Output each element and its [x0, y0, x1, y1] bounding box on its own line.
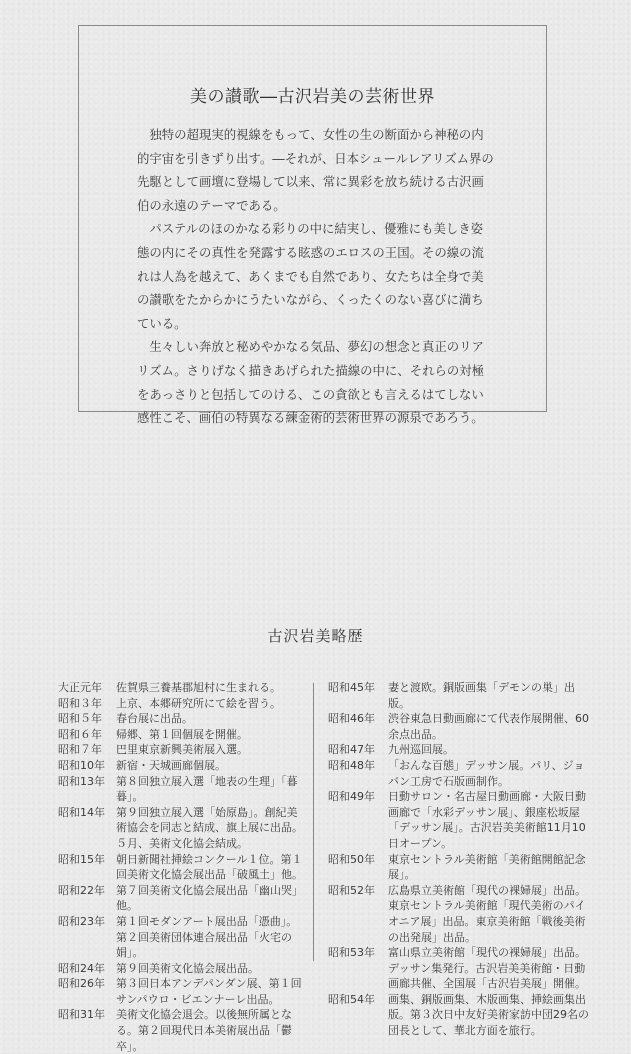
chronology-entry: [58, 805, 308, 852]
entry-text: 佐賀県三養基郡旭村に生まれる。: [116, 681, 281, 694]
entry-text: 第８回独立展入選「地表の生理」「暮暮」。: [116, 774, 298, 804]
chronology-entry: [58, 976, 308, 1007]
essay-title: 美の讃歌―古沢岩美の芸術世界: [190, 87, 435, 107]
entry-text: 第３回日本アンデパンダン展、第１回サンパウロ・ビエンナーレ出品。: [116, 977, 302, 1006]
entry-text: 日動サロン・名古屋日動画廊・大阪日動画廊で「水彩デッサン展」、銀座松坂屋「デッサン展」。古沢岩美美術館11月10日オープン。: [388, 790, 586, 850]
column-divider: [313, 683, 314, 961]
chronology-entry: [58, 914, 308, 961]
entry-year: 昭和54年: [328, 992, 375, 1006]
entry-year: 昭和52年: [328, 883, 375, 897]
entry-text: 第９回美術文化協会展出品。: [116, 961, 259, 975]
chronology-entry: [58, 742, 308, 758]
entry-text: 第７回美術文化協会展出品「幽山哭」他。: [116, 883, 303, 913]
entry-year: 昭和49年: [328, 790, 375, 804]
chronology-title: 古沢岩美略歴: [267, 627, 364, 645]
entry-text: 画集、銅版画集、木版画集、挿絵画集出版。第３次日中友好美術家訪中団29名の団長として、華北方面を旅行。: [388, 992, 589, 1038]
chronology-right-column: [328, 680, 590, 1039]
entry-text: 富山県立美術館「現代の裸婦展」出品。デッサン集発行。古沢岩美美術館・日動画廊共催、全国展「古沢岩美展」開催。: [388, 946, 586, 991]
entry-text: 巴里東京新興美術展入選。: [116, 743, 248, 757]
chronology-entry: [328, 711, 590, 742]
essay-paragraph: パステルのほのかなる彩りの中に結実し、優雅にも美しき姿態の内にその真性を発露する眩惑のエロスの王国。その線の流れは人為を越えて、あくまでも自然であり、女たちは全身で美の讃歌をたからかにうたいながら、くったくのない喜びに満ちている。: [137, 221, 484, 331]
chronology-entry: [328, 758, 590, 789]
chronology-entry: [58, 883, 308, 914]
entry-year: 昭和10年: [58, 758, 105, 772]
chronology-entry: [58, 696, 308, 712]
essay-body: [137, 123, 495, 430]
entry-text: 第１回モダンアート展出品「憑曲」。第２回美術団体連合展出品「火宅の娟」。: [116, 914, 298, 960]
entry-year: 昭和３年: [58, 696, 102, 710]
entry-year: 昭和46年: [328, 712, 375, 726]
entry-year: 昭和15年: [58, 852, 105, 866]
chronology-entry: [58, 1007, 308, 1054]
entry-year: 昭和31年: [58, 1008, 105, 1022]
chronology-left-column: [58, 680, 308, 1054]
entry-text: 第９回独立展入選「始原島」。創紀美術協会を同志と結成、旗上展に出品。５月、美術文化協会結成。: [116, 805, 303, 850]
essay-paragraph: 生々しい奔放と秘めやかなる気品、夢幻の想念と真正のリアリズム。さりげなく描きあげられた描線の中に、それらの対極をあっさりと包括してのける、この貪欲とも言えるはてしない感性こそ、画伯の特異なる練金術的芸術世界の源泉であろう。: [137, 339, 485, 426]
chronology-entry: [58, 758, 308, 774]
chronology-entry: [58, 727, 308, 743]
entry-year: 昭和45年: [328, 681, 375, 694]
entry-year: 大正元年: [58, 681, 102, 694]
chronology-entry: [328, 883, 590, 945]
entry-year: 昭和26年: [58, 977, 105, 991]
entry-year: 昭和53年: [328, 946, 375, 960]
entry-text: 東京セントラル美術館「美術館開館記念展」。: [388, 852, 586, 882]
entry-year: 昭和50年: [328, 852, 375, 866]
entry-year: 昭和５年: [58, 712, 102, 726]
entry-text: 広島県立美術館「現代の裸婦展」出品。東京セントラル美術館「現代美術のパイオニア展」出品。東京美術館「戦後美術の出発展」出品。: [388, 883, 586, 944]
entry-text: 帰郷、第１回個展を開催。: [116, 727, 248, 741]
entry-text: 「おんな百態」デッサン展。パリ、ジョバン工房で石版画制作。: [388, 758, 585, 788]
chronology-entry: [58, 852, 308, 883]
entry-text: 朝日新聞社挿絵コンクール１位。第１回美術文化協会展出品「破風土」他。: [116, 852, 303, 882]
chronology-entry: [328, 852, 590, 883]
entry-text: 美術文化協会退会。以後無所属となる。第２回現代日本美術展出品「鬱卒」。: [116, 1008, 292, 1053]
entry-text: 上京、本郷研究所にて絵を習う。: [116, 696, 281, 710]
entry-text: 九州巡回展。: [388, 743, 454, 757]
entry-year: 昭和６年: [58, 727, 102, 741]
chronology-entry: [328, 945, 590, 992]
chronology-entry: [328, 680, 590, 711]
entry-year: 昭和23年: [58, 914, 105, 928]
entry-text: 渋谷東急日動画廊にて代表作展開催、60余点出品。: [388, 712, 589, 741]
entry-text: 新宿・天城画廊個展。: [116, 758, 226, 772]
entry-year: 昭和24年: [58, 961, 105, 975]
entry-year: 昭和22年: [58, 883, 105, 897]
entry-year: 昭和47年: [328, 743, 375, 757]
essay-paragraph: 独特の超現実的視線をもって、女性の生の断面から神秘の内的宇宙を引きずり出す。―それが、日本シュールレアリズム界の先駆として画壇に登場して以来、常に異彩を放ち続ける古沢画伯の永遠のテーマである。: [137, 127, 494, 213]
chronology-entry: [328, 992, 590, 1039]
chronology-entry: [328, 789, 590, 851]
chronology-entry: [328, 742, 590, 758]
entry-year: 昭和13年: [58, 774, 105, 788]
entry-year: 昭和14年: [58, 805, 105, 819]
chronology-entry: [58, 961, 308, 977]
entry-text: 妻と渡欧。銅版画集「デモンの巣」出版。: [388, 681, 575, 710]
chronology-entry: [58, 711, 308, 727]
chronology-entry: [58, 680, 308, 696]
essay-frame: [78, 25, 547, 426]
entry-year: 昭和７年: [58, 743, 102, 757]
entry-year: 昭和48年: [328, 758, 375, 772]
chronology-entry: [58, 774, 308, 805]
entry-text: 春台展に出品。: [116, 712, 193, 726]
